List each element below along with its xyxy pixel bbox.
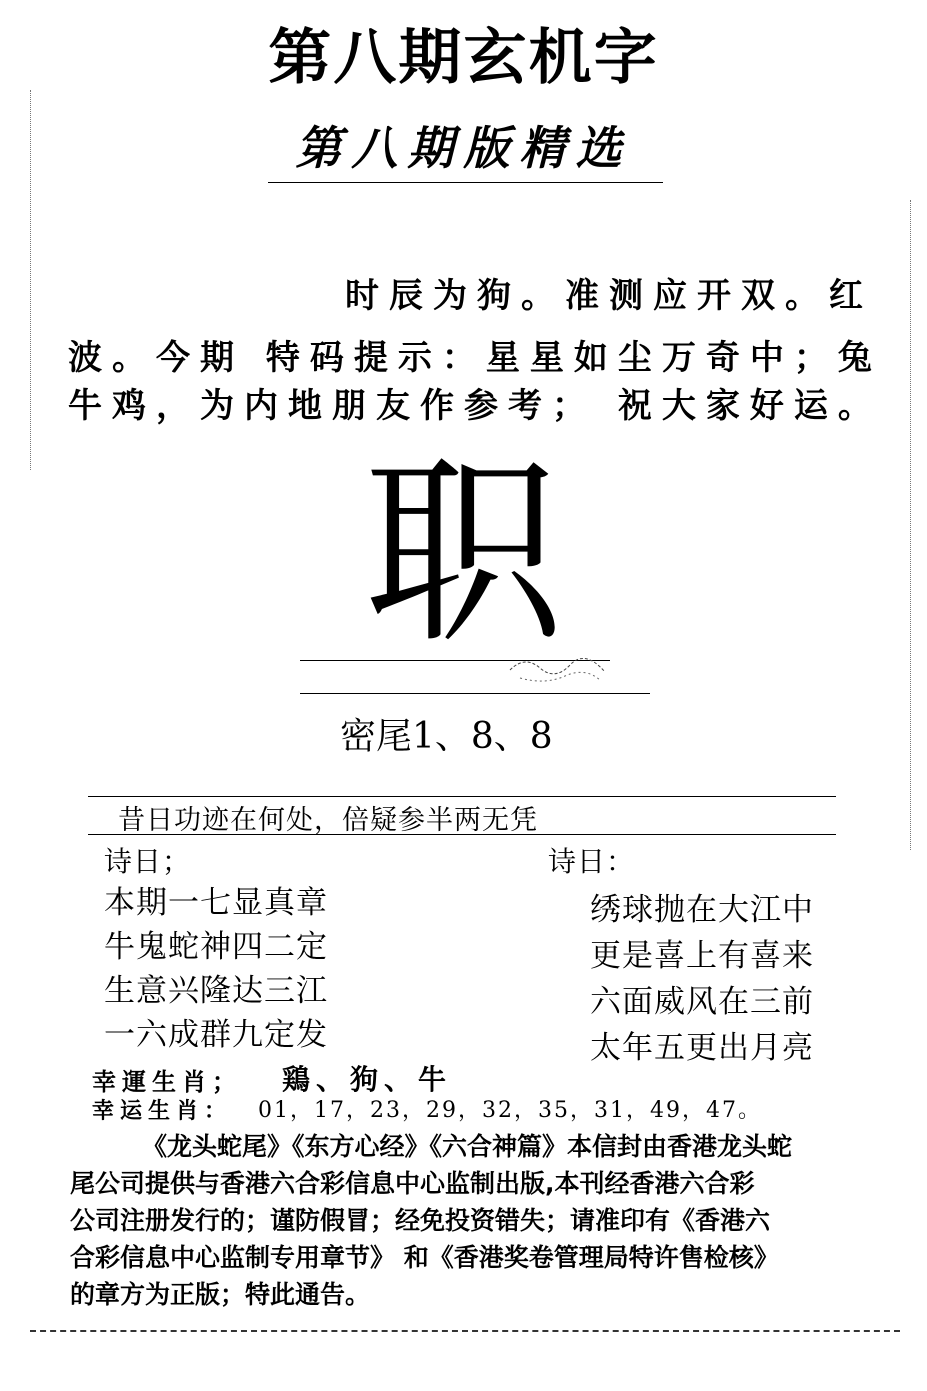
notice-line-3: 公司注册发行的；谨防假冒；经免投资错失；请准印有《香港六 [70, 1206, 771, 1235]
intro-line-2: 波。今期 特码提示：星星如尘万奇中；兔 [68, 338, 882, 378]
poem-right-line-2: 更是喜上有喜来 [590, 938, 814, 974]
notice-line-1: 《龙头蛇尾》《东方心经》《六合神篇》本信封由香港龙头蛇 [142, 1132, 793, 1161]
lucky-numbers-value: 01，17，23，29，32，35，31，49，47。 [258, 1098, 762, 1123]
poem-left-line-1: 本期一七显真章 [104, 885, 328, 921]
scribble-mark [505, 650, 615, 690]
poem-left-line-2: 牛鬼蛇神四二定 [104, 929, 328, 965]
verse-rule-top [88, 796, 836, 797]
poem-right-line-3: 六面威风在三前 [590, 984, 814, 1020]
lucky-zodiac-value: 鶏、狗、牛 [282, 1063, 453, 1096]
subtitle-underline [268, 182, 663, 183]
notice-line-2: 尾公司提供与香港六合彩信息中心监制出版,本刊经香港六合彩 [70, 1169, 755, 1198]
poem-right-heading: 诗日： [548, 845, 636, 878]
poem-left-line-4: 一六成群九定发 [104, 1017, 328, 1053]
code-line: 密尾1、8、8 [340, 716, 553, 757]
verse-rule-bottom [88, 834, 836, 835]
poem-right-line-1: 绣球抛在大江中 [590, 892, 814, 928]
page-subtitle: 第八期版精选 [295, 121, 632, 175]
intro-line-1: 时辰为狗。准测应开双。红 [345, 276, 873, 316]
notice-line-5: 的章方为正版；特此通告。 [70, 1280, 371, 1309]
lucky-numbers-label: 幸运生肖： [92, 1099, 233, 1124]
poem-left-line-3: 生意兴隆达三江 [104, 973, 328, 1009]
page-title: 第八期玄机字 [268, 23, 659, 93]
notice-line-4: 合彩信息中心监制专用章节》 和《香港奖卷管理局特许售检核》 [70, 1243, 779, 1272]
left-edge-marks [30, 90, 31, 470]
poem-right-line-4: 太年五更出月亮 [590, 1030, 814, 1066]
divider-lower [300, 693, 650, 694]
right-edge-marks [910, 200, 911, 850]
lucky-zodiac-label: 幸運生肖； [92, 1068, 242, 1096]
mystery-character: 职 [363, 438, 564, 671]
poem-left-heading: 诗日； [104, 845, 192, 878]
intro-line-3: 牛鸡，为内地朋友作参考； 祝大家好运。 [68, 386, 882, 426]
publisher-notice [70, 1128, 890, 1313]
bottom-cut-line [30, 1330, 900, 1332]
verse-top: 昔日功迹在何处，倍疑参半两无凭 [118, 805, 538, 836]
